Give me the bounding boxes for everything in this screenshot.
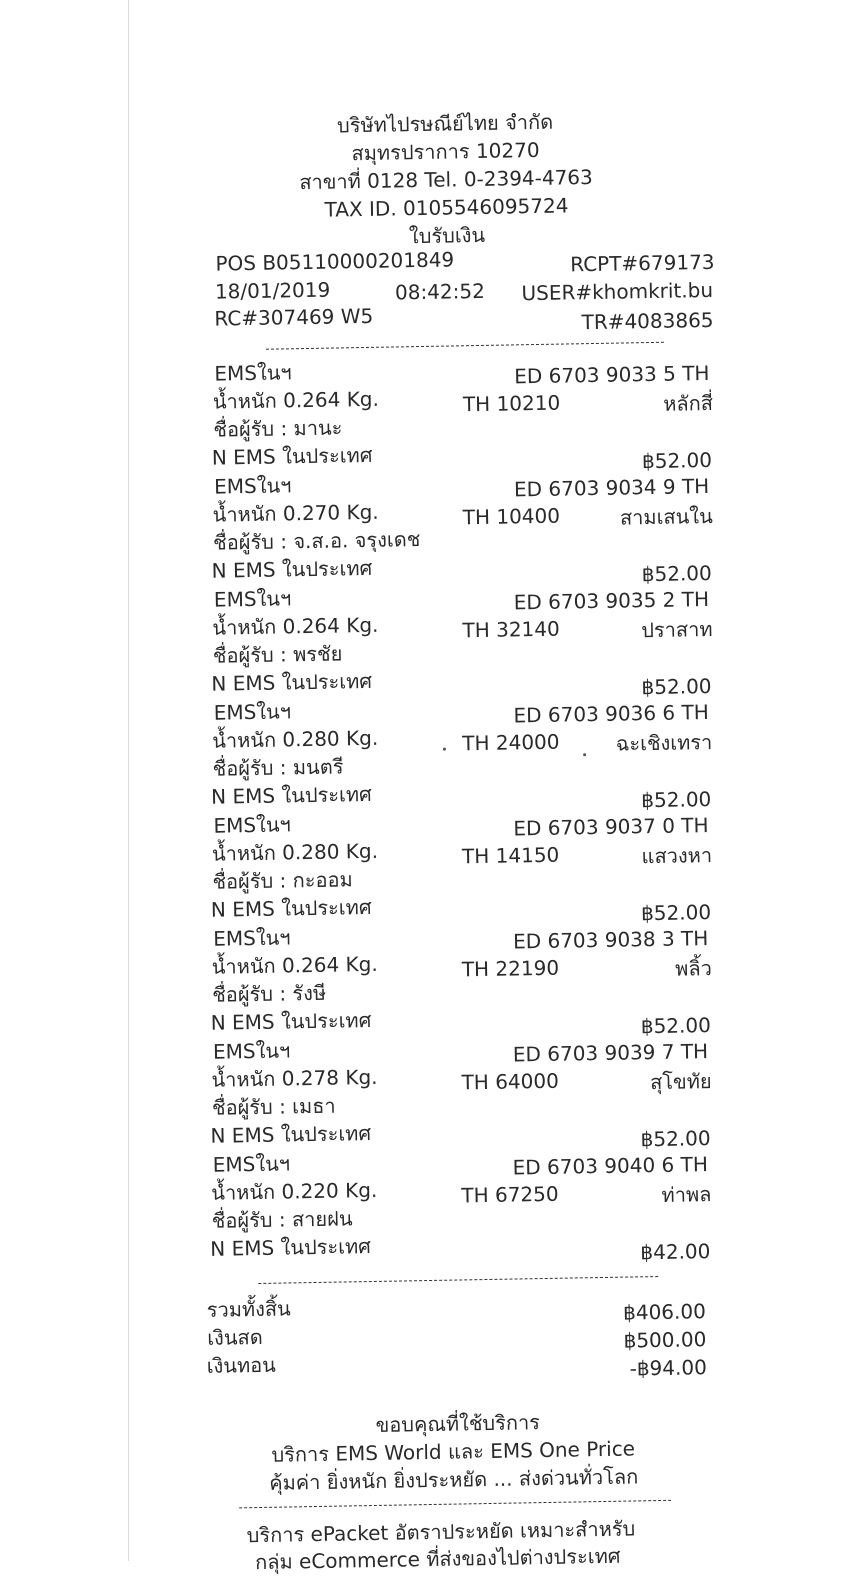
item-recipient: ชื่อผู้รับ : รังษี (212, 980, 327, 1007)
item-postcode: TH 67250 (461, 1181, 559, 1208)
item-price: ฿42.00 (640, 1239, 711, 1265)
separator-footer (239, 1500, 671, 1509)
item-type: N EMS ในประเทศ (211, 555, 373, 583)
item-recipient: ชื่อผู้รับ : เมธา (211, 1093, 336, 1120)
item-tracking: ED 6703 9038 3 TH (512, 926, 709, 954)
company-name: บริษัทไปรษณีย์ไทย จำกัด (336, 109, 554, 138)
item-tracking: ED 6703 9036 6 TH (513, 700, 709, 728)
item-type: N EMS ในประเทศ (211, 442, 373, 470)
item-postcode: TH 10400 (462, 503, 561, 530)
item-weight: น้ำหนัก 0.220 Kg. (211, 1177, 378, 1205)
thank-you: ขอบคุณที่ใช้บริการ (375, 1410, 541, 1437)
separator-totals (258, 1276, 658, 1284)
total-value: ฿406.00 (622, 1299, 707, 1325)
cash-label: เงินสด (207, 1324, 263, 1350)
item-recipient: ชื่อผู้รับ : สายฝน (211, 1206, 353, 1233)
item-district: หลักสี่ (663, 390, 714, 416)
item-district: สุโขทัย (649, 1069, 712, 1095)
item-service: EMSในฯ (214, 360, 292, 386)
epacket-line-2: กลุ่ม eCommerce ที่ส่งของไปต่างประเทศ (254, 1543, 621, 1575)
item-district: ท่าพล (661, 1182, 712, 1207)
user-id: USER#khomkrit.bu (521, 277, 714, 306)
item-weight: น้ำหนัก 0.264 Kg. (211, 951, 378, 979)
item-tracking: ED 6703 9033 5 TH (514, 360, 710, 389)
item-weight: น้ำหนัก 0.264 Kg. (212, 612, 379, 640)
item-tracking: ED 6703 9035 2 TH (513, 587, 710, 615)
item-weight: น้ำหนัก 0.280 Kg. (211, 838, 379, 866)
item-district: ปราสาท (641, 616, 713, 643)
item-type: N EMS ในประเทศ (210, 894, 372, 922)
item-postcode: TH 14150 (461, 842, 560, 869)
item-district: พลิ้ว (674, 956, 713, 981)
item-price: ฿52.00 (641, 560, 712, 587)
item-service: EMSในฯ (213, 586, 292, 612)
item-postcode: TH 24000 (462, 729, 560, 756)
item-price: ฿52.00 (641, 674, 712, 700)
item-district: สามเสนใน (619, 503, 713, 530)
pos-number: POS B05110000201849 (215, 247, 455, 276)
item-weight: น้ำหนัก 0.270 Kg. (212, 499, 379, 527)
item-recipient: ชื่อผู้รับ : มนตรี (212, 754, 344, 781)
item-price: ฿52.00 (641, 447, 713, 474)
item-service: EMSในฯ (212, 1151, 291, 1177)
item-type: N EMS ในประเทศ (210, 1121, 372, 1148)
item-service: EMSในฯ (213, 812, 291, 838)
separator-top (266, 342, 664, 350)
item-recipient: ชื่อผู้รับ : พรชัย (212, 641, 343, 668)
receipt-number: RCPT#679173 (570, 249, 715, 277)
item-price: ฿52.00 (640, 900, 712, 926)
item-price: ฿52.00 (640, 1013, 712, 1039)
scan-speck (583, 753, 586, 756)
item-price: ฿52.00 (641, 787, 712, 813)
item-weight: น้ำหนัก 0.278 Kg. (211, 1064, 378, 1092)
item-price: ฿52.00 (640, 1126, 711, 1152)
total-label: รวมทั้งสิ้น (206, 1296, 291, 1322)
item-postcode: TH 10210 (462, 390, 561, 417)
scan-speck (443, 748, 446, 751)
item-postcode: TH 64000 (461, 1068, 560, 1095)
branch-info: สาขาที่ 0128 Tel. 0-2394-4763 (299, 164, 593, 195)
tax-id: TAX ID. 0105546095724 (324, 193, 569, 222)
item-recipient: ชื่อผู้รับ : กะออม (212, 867, 353, 894)
item-type: N EMS ในประเทศ (211, 668, 373, 696)
item-tracking: ED 6703 9040 6 TH (512, 1152, 709, 1180)
item-district: ฉะเชิงเทรา (615, 729, 713, 756)
item-service: EMSในฯ (213, 473, 292, 499)
item-district: แสวงหา (641, 843, 713, 869)
item-tracking: ED 6703 9039 7 TH (512, 1039, 709, 1067)
item-postcode: TH 32140 (462, 616, 560, 643)
item-weight: น้ำหนัก 0.280 Kg. (211, 725, 379, 753)
change-label: เงินทอน (206, 1352, 277, 1378)
document-title: ใบรับเงิน (408, 222, 486, 249)
epacket-line-1: บริการ ePacket อัตราประหยัด เหมาะสำหรับ (246, 1516, 636, 1548)
item-service: EMSในฯ (213, 925, 291, 951)
tr-number: TR#4083865 (581, 307, 714, 335)
item-service: EMSในฯ (212, 1038, 291, 1064)
item-recipient: ชื่อผู้รับ : มานะ (213, 415, 343, 442)
item-weight: น้ำหนัก 0.264 Kg. (212, 386, 380, 414)
rc-number: RC#307469 W5 (214, 303, 374, 331)
item-recipient: ชื่อผู้รับ : จ.ส.อ. จรุงเดช (212, 527, 421, 555)
promo-line-1: บริการ EMS World และ EMS One Price (271, 1436, 636, 1467)
item-type: N EMS ในประเทศ (210, 1007, 372, 1035)
cash-value: ฿500.00 (623, 1327, 707, 1353)
item-type: N EMS ในประเทศ (210, 781, 372, 809)
item-tracking: ED 6703 9034 9 TH (513, 474, 710, 502)
receipt-time: 08:42:52 (394, 278, 486, 305)
item-type: N EMS ในประเทศ (210, 1234, 372, 1261)
item-postcode: TH 22190 (461, 955, 560, 982)
change-value: -฿94.00 (629, 1355, 708, 1381)
company-city: สมุทรปราการ 10270 (351, 137, 540, 166)
receipt-date: 18/01/2019 (214, 277, 331, 304)
promo-line-2: คุ้มค่า ยิ่งหนัก ยิ่งประหยัด ... ส่งด่วนทั่วโลก (269, 1464, 639, 1495)
item-tracking: ED 6703 9037 0 TH (513, 813, 709, 841)
item-service: EMSในฯ (213, 699, 292, 725)
